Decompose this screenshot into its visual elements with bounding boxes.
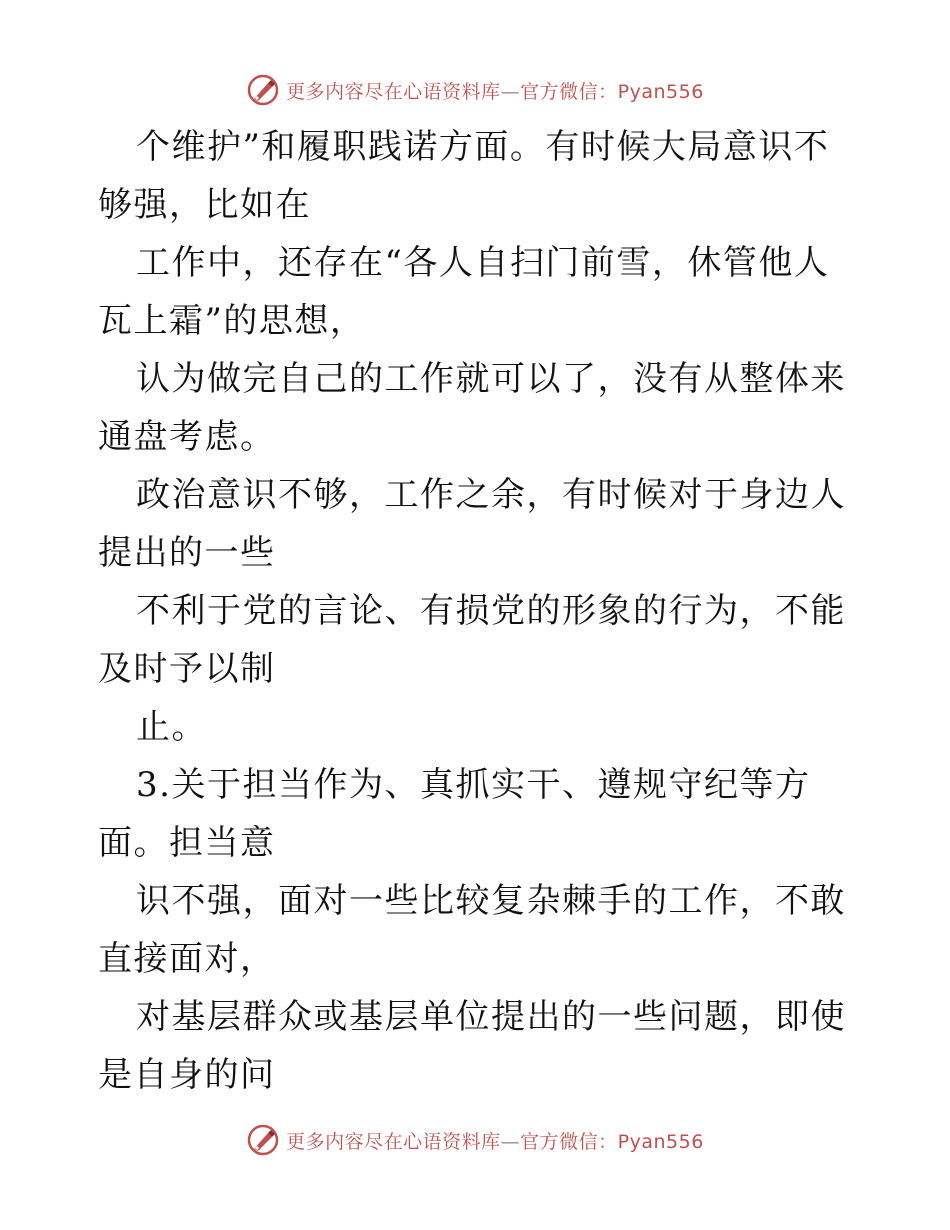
pen-logo-icon	[246, 1123, 280, 1157]
watermark-separator: —	[500, 80, 521, 103]
body-text	[98, 118, 858, 1104]
watermark-brand: 更多内容尽在心语资料库	[286, 1130, 501, 1153]
pen-logo-icon	[246, 73, 280, 107]
watermark-contact: 官方微信：Pyan556	[520, 80, 704, 103]
footer-watermark	[0, 1120, 950, 1160]
paragraph: 对基层群众或基层单位提出的一些问题，即使是自身的问	[98, 997, 846, 1095]
watermark-contact: 官方微信：Pyan556	[520, 1130, 704, 1153]
watermark-brand: 更多内容尽在心语资料库	[286, 80, 501, 103]
paragraph: 止。	[136, 707, 207, 747]
paragraph: 识不强，面对一些比较复杂棘手的工作，不敢直接面对，	[98, 881, 846, 979]
paragraph: 个维护”和履职践诺方面。有时候大局意识不够强，比如在	[98, 127, 830, 225]
header-watermark	[0, 70, 950, 110]
paragraph: 不利于党的言论、有损党的形象的行为，不能及时予以制	[98, 591, 846, 689]
paragraph: 工作中，还存在“各人自扫门前雪，休管他人瓦上霜”的思想，	[98, 243, 830, 341]
paragraph: 3.关于担当作为、真抓实干、遵规守纪等方面。担当意	[98, 765, 811, 863]
paragraph: 政治意识不够，工作之余，有时候对于身边人提出的一些	[98, 475, 846, 573]
paragraph: 认为做完自己的工作就可以了，没有从整体来通盘考虑。	[98, 359, 846, 457]
watermark-separator: —	[500, 1130, 521, 1153]
